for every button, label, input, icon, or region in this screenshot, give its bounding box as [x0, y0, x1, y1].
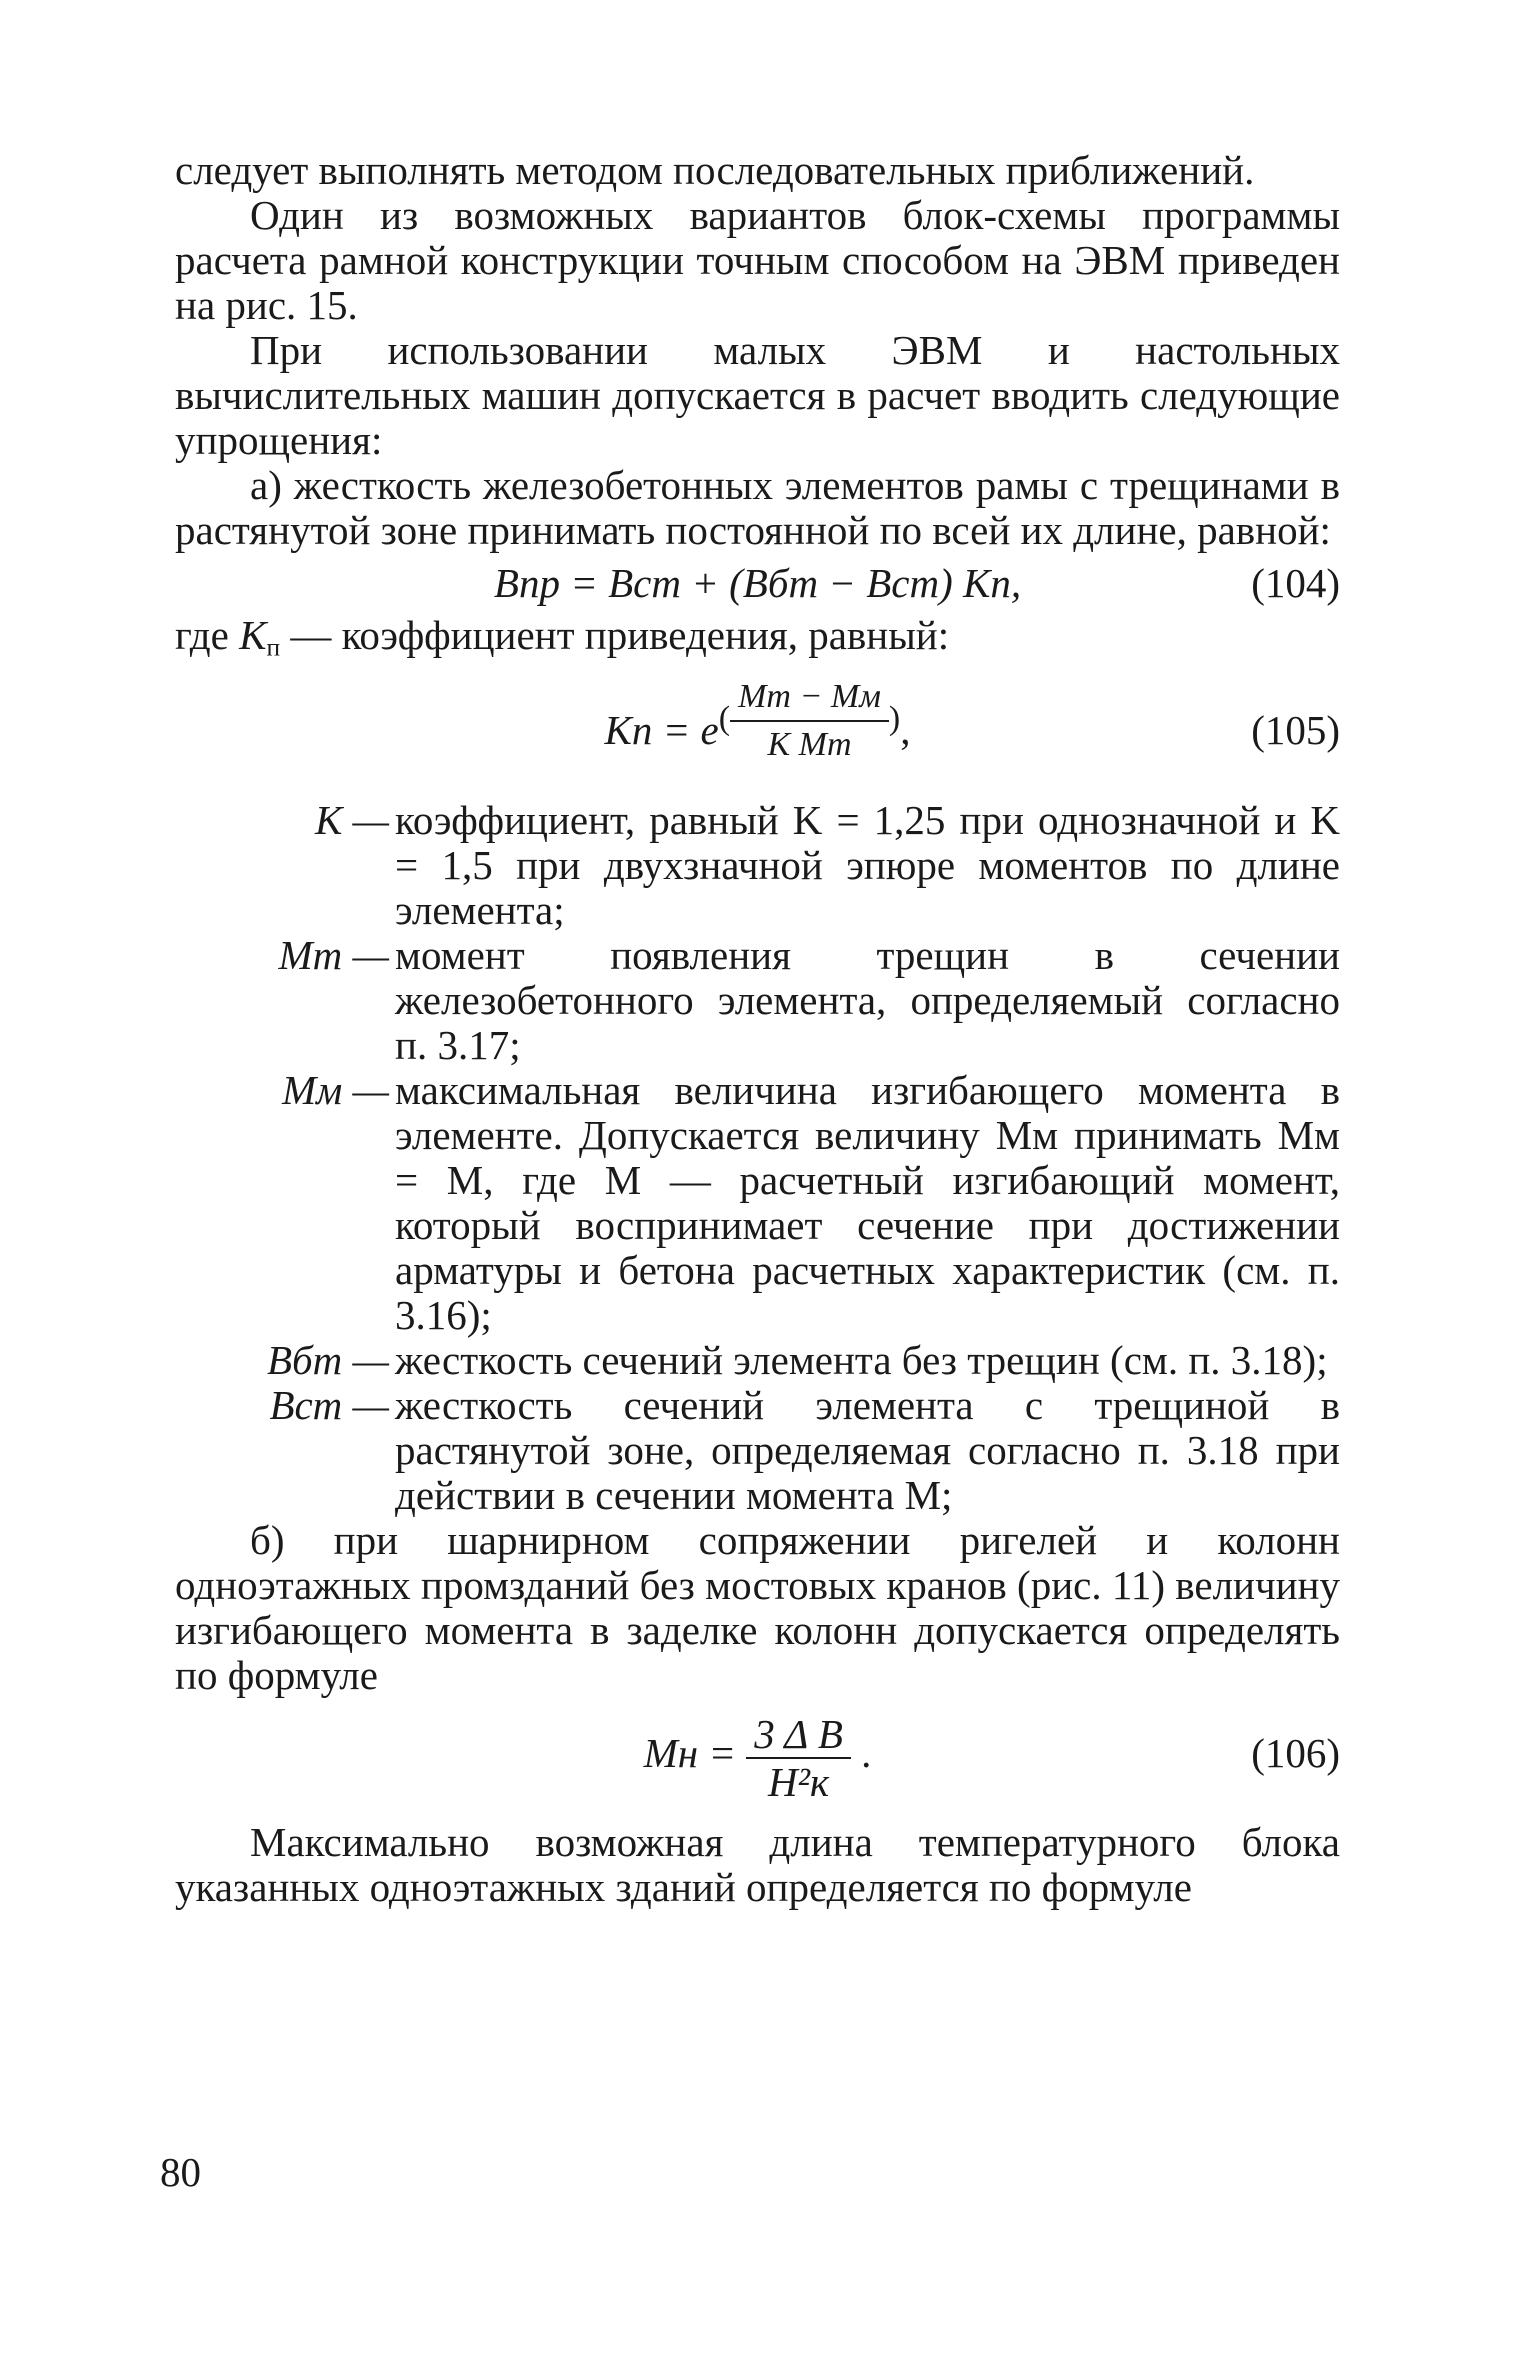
definition-item — [175, 798, 1340, 933]
paragraph-block-scheme: Один из возможных вариантов блок-схемы программы расчета рамной конструкции точным способом на ЭВМ приведен на рис. 15. — [175, 192, 1340, 328]
definition-text: жесткость сечений элемента без трещин (см. п. 3.18); — [395, 1337, 1328, 1384]
definition-symbol: K — — [314, 797, 389, 844]
exponent-numerator: Mт − Mм — [730, 674, 889, 722]
definition-symbol: Mт — — [278, 932, 389, 979]
formula-105 — [175, 670, 1340, 790]
definitions-list — [175, 798, 1340, 1518]
definition-item — [175, 1383, 1340, 1518]
formula-106 — [175, 1698, 1340, 1808]
fraction-numerator: 3 Δ B — [746, 1711, 851, 1759]
page-number: 80 — [160, 2149, 201, 2195]
paragraph-block-length: Максимально возможная длина температурного блока указанных одноэтажных зданий определяется по формуле — [175, 1819, 1340, 1911]
formula-106-expression — [175, 1698, 1340, 1808]
paragraph-simplifications: При использовании малых ЭВМ и настольных вычислительных машин допускается в расчет вводить следующие упрощения: — [175, 327, 1340, 463]
definition-item — [175, 1068, 1340, 1338]
definition-text: коэффициент, равный K = 1,25 при однозначной и K = 1,5 при двухзначной эпюре моментов по длине элемента; — [395, 797, 1340, 934]
formula-104-expression: Bпр = Bст + (Bбт − Bст) Kп, — [493, 560, 1022, 606]
definition-item — [175, 933, 1340, 1068]
formula-104 — [175, 553, 1340, 613]
definition-text: момент появления трещин в сечении железобетонного элемента, определяемый согласно п. 3.17; — [395, 932, 1340, 1069]
formula-106-lhs: Mн = — [643, 1730, 737, 1777]
formula-105-exponent: ( $\frac{Mт - Mм}{\text{K Mт}}$ ) — [719, 674, 901, 768]
paragraph-where-kp — [175, 613, 1340, 670]
paragraph-continued: следует выполнять методом последовательных приближений. — [175, 147, 1255, 193]
definition-text: максимальная величина изгибающего момента в элементе. Допускается величину Mм принимать Mм = M, где M — расчетный изгибающий момент, который воспринимает сечение при достижении арматуры и бетона расчетных характеристик (см. п. 3.16); — [395, 1067, 1340, 1339]
paragraph-item-a: а) жесткость железобетонных элементов рамы с трещинами в растянутой зоне принимать постоянной по всей их длине, равной: — [175, 462, 1340, 553]
definition-symbol: Mм — — [281, 1067, 389, 1114]
exponent-denominator: K Mт — [767, 726, 852, 764]
kp-description: — коэффициент приведения, равный: — [290, 612, 950, 658]
where-word: где — [175, 612, 229, 658]
paragraph-item-b: б) при шарнирном сопряжении ригелей и колонн одноэтажных промзданий без мостовых кранов (рис. 11) величину изгибающего момента в заделке колонн допускается определять по формуле — [175, 1517, 1340, 1699]
formula-106-fraction — [746, 1711, 851, 1805]
definition-symbol: Bбт — — [267, 1337, 389, 1384]
formula-106-tail: . — [861, 1730, 872, 1777]
formula-104-number: (104) — [1251, 560, 1340, 606]
kp-symbol: $K_п$ — [239, 612, 281, 662]
formula-105-lhs: Kп = e — [604, 707, 719, 754]
fraction-denominator: H²к — [768, 1758, 830, 1805]
definition-text: жесткость сечений элемента с трещиной в растянутой зоне, определяемая согласно п. 3.18 при действии в сечении момента M; — [395, 1382, 1340, 1519]
definition-symbol: Bст — — [269, 1382, 389, 1429]
definition-item — [175, 1338, 1340, 1383]
formula-105-expression: Kп = e( $\frac{Mт - Mм}{\text{K Mт}}$ ), — [175, 670, 1340, 790]
formula-105-number: (105) — [1251, 707, 1340, 754]
page-body — [175, 148, 1340, 1910]
formula-106-number: (106) — [1251, 1730, 1340, 1777]
